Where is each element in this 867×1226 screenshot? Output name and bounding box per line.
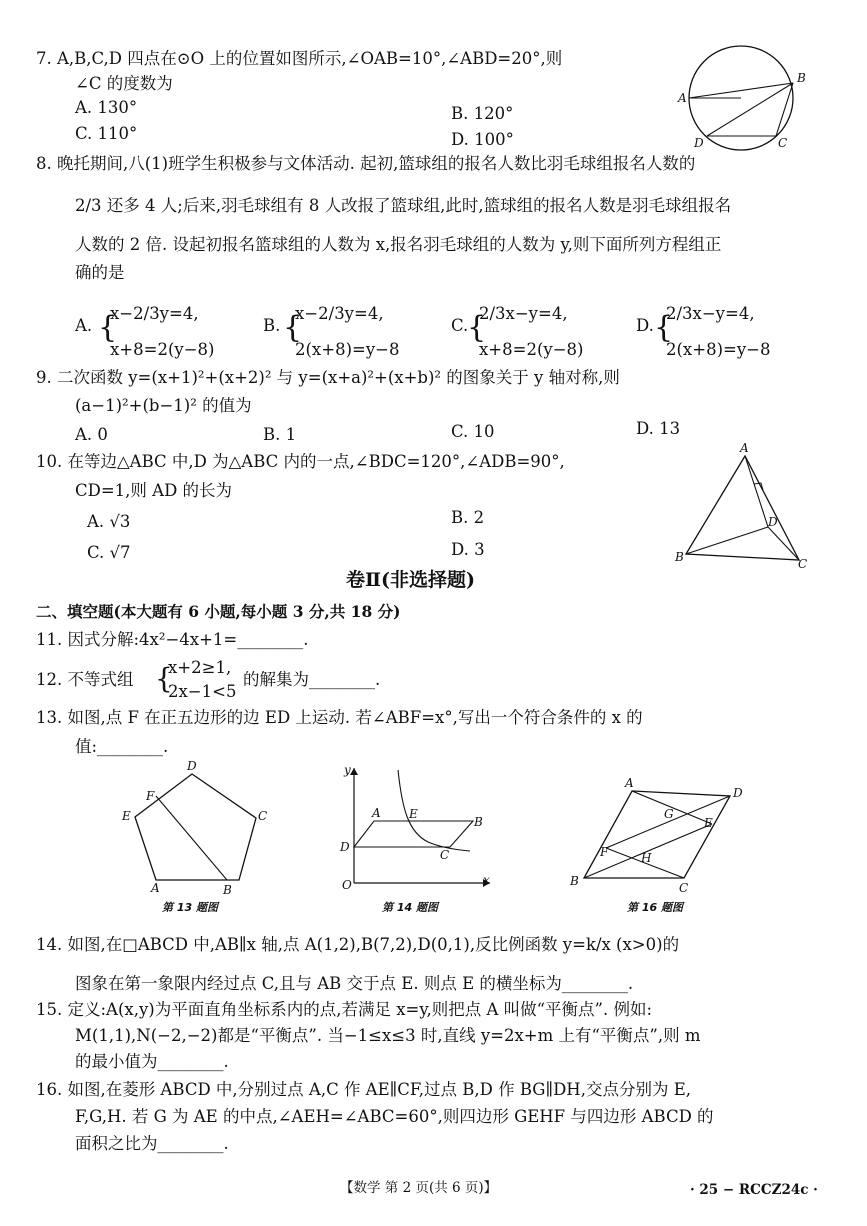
q16-caption: 第 16 题图 xyxy=(627,901,683,914)
q8-option-c-eq1: 2/3x−y=4, xyxy=(479,304,568,323)
q10-option-a: A. √3 xyxy=(87,512,131,531)
q13-label-a: A xyxy=(151,881,160,895)
q7-stem-line2: ∠C 的度数为 xyxy=(75,74,173,93)
q11-stem: 11. 因式分解:4x²−4x+1=________. xyxy=(36,630,309,649)
q8-option-d-eq1: 2/3x−y=4, xyxy=(666,304,755,323)
q7-label-d: D xyxy=(694,136,704,150)
section-heading: 二、填空题(本大题有 6 小题,每小题 3 分,共 18 分) xyxy=(36,602,401,621)
q13-label-d: D xyxy=(187,759,197,773)
q7-label-c: C xyxy=(778,136,788,150)
q16-label-a: A xyxy=(625,776,634,790)
q9-stem-line2: (a−1)²+(b−1)² 的值为 xyxy=(75,396,252,415)
q10-option-b: B. 2 xyxy=(451,508,485,527)
q8-option-a-brace: { xyxy=(98,310,118,345)
q14-stem-line1: 14. 如图,在□ABCD 中,AB∥x 轴,点 A(1,2),B(7,2),D(0,1),反比例函数 y=k/x (x>0)的 xyxy=(36,935,680,954)
q16-stem-line2: F,G,H. 若 G 为 AE 的中点,∠AEH=∠ABC=60°,则四边形 GEHF 与四边形 ABCD 的 xyxy=(75,1107,714,1126)
q8-stem-line3: 人数的 2 倍. 设起初报名篮球组的人数为 x,报名羽毛球组的人数为 y,则下面所列方程组正 xyxy=(75,235,722,254)
q12-eq1: x+2≥1, xyxy=(168,658,232,677)
q7-circle-figure xyxy=(670,50,820,150)
q8-option-d-brace: { xyxy=(654,310,674,345)
q8-stem-line2: 2/3 还多 4 人;后来,羽毛球组有 8 人改报了篮球组,此时,篮球组的报名人数是羽毛球组报名 xyxy=(75,196,732,215)
q12-prefix: 12. 不等式组 xyxy=(36,670,134,689)
q12-brace: { xyxy=(155,662,173,695)
q9-option-c: C. 10 xyxy=(451,422,495,441)
q12-eq2: 2x−1<5 xyxy=(168,682,237,701)
q8-option-a-eq1: x−2/3y=4, xyxy=(110,304,199,323)
q13-caption: 第 13 题图 xyxy=(162,901,218,914)
q8-option-b-label: B. xyxy=(263,316,281,335)
q16-label-b: B xyxy=(570,874,579,888)
q13-label-c: C xyxy=(258,809,268,823)
q8-option-b-brace: { xyxy=(283,310,303,345)
q14-label-y: y xyxy=(344,763,351,777)
q7-label-b: B xyxy=(797,71,806,85)
q7-option-a: A. 130° xyxy=(75,98,138,117)
q13-label-b: B xyxy=(223,883,232,897)
q9-option-d: D. 13 xyxy=(636,419,681,438)
q8-option-c-eq2: x+8=2(y−8) xyxy=(479,340,584,359)
q8-option-a-label: A. xyxy=(75,316,93,335)
footer-code: · 25 − RCCZ24c · xyxy=(690,1182,818,1198)
q9-option-b: B. 1 xyxy=(263,425,297,444)
q13-label-e: E xyxy=(122,809,131,823)
q13-pentagon-figure xyxy=(118,758,278,918)
q10-option-c: C. √7 xyxy=(87,543,131,562)
q14-label-c: C xyxy=(440,848,450,862)
q15-stem-line3: 的最小值为________. xyxy=(75,1052,229,1071)
q10-label-c: C xyxy=(798,557,808,571)
section-title: 卷Ⅱ(非选择题) xyxy=(346,569,475,591)
q12-suffix: 的解集为________. xyxy=(243,670,381,689)
q8-option-b-eq2: 2(x+8)=y−8 xyxy=(295,340,400,359)
q16-label-f: F xyxy=(600,845,609,859)
q8-option-c-label: C. xyxy=(451,316,469,335)
q10-stem-line2: CD=1,则 AD 的长为 xyxy=(75,481,233,500)
q16-label-g: G xyxy=(664,807,674,821)
q14-label-x: x xyxy=(483,873,490,887)
q16-label-c: C xyxy=(679,881,689,895)
q15-stem-line1: 15. 定义:A(x,y)为平面直角坐标系内的点,若满足 x=y,则把点 A 叫做“平衡点”. 例如: xyxy=(36,1000,653,1019)
q7-stem-line1: 7. A,B,C,D 四点在⊙O 上的位置如图所示,∠OAB=10°,∠ABD=20°,则 xyxy=(36,49,563,68)
q13-label-f: F xyxy=(146,789,155,803)
q14-label-e: E xyxy=(409,807,418,821)
q13-stem-line2: 值:________. xyxy=(75,737,169,756)
q8-option-d-eq2: 2(x+8)=y−8 xyxy=(666,340,771,359)
q13-stem-line1: 13. 如图,点 F 在正五边形的边 ED 上运动. 若∠ABF=x°,写出一个符合条件的 x 的 xyxy=(36,708,643,727)
q16-rhombus-figure xyxy=(565,770,765,920)
q14-caption: 第 14 题图 xyxy=(382,901,438,914)
q7-option-c: C. 110° xyxy=(75,124,138,143)
q9-option-a: A. 0 xyxy=(75,425,108,444)
q10-label-a: A xyxy=(740,441,749,455)
q8-option-b-eq1: x−2/3y=4, xyxy=(295,304,384,323)
q16-label-e: E xyxy=(704,816,713,830)
q15-stem-line2: M(1,1),N(−2,−2)都是“平衡点”. 当−1≤x≤3 时,直线 y=2x+m 上有“平衡点”,则 m xyxy=(75,1026,701,1045)
q16-label-d: D xyxy=(733,786,743,800)
q16-stem-line3: 面积之比为________. xyxy=(75,1134,229,1153)
q14-graph-figure xyxy=(330,758,500,918)
q8-stem-line1: 8. 晚托期间,八(1)班学生积极参与文体活动. 起初,篮球组的报名人数比羽毛球组报名人数的 xyxy=(36,154,696,173)
q10-label-d: D xyxy=(768,515,778,529)
q14-label-a: A xyxy=(372,806,381,820)
q8-option-c-brace: { xyxy=(467,310,487,345)
q7-label-a: A xyxy=(678,91,687,105)
q10-label-b: B xyxy=(675,550,684,564)
q16-stem-line1: 16. 如图,在菱形 ABCD 中,分别过点 A,C 作 AE∥CF,过点 B,D 作 BG∥DH,交点分别为 E, xyxy=(36,1080,691,1099)
q10-triangle-figure xyxy=(670,440,820,575)
q9-stem-line1: 9. 二次函数 y=(x+1)²+(x+2)² 与 y=(x+a)²+(x+b)² 的图象关于 y 轴对称,则 xyxy=(36,368,620,387)
footer-page-info: 【数学 第 2 页(共 6 页)】 xyxy=(340,1180,498,1196)
q10-stem-line1: 10. 在等边△ABC 中,D 为△ABC 内的一点,∠BDC=120°,∠ADB=90°, xyxy=(36,452,565,471)
q14-label-o: O xyxy=(342,878,352,892)
q7-option-b: B. 120° xyxy=(451,104,514,123)
q10-option-d: D. 3 xyxy=(451,540,485,559)
q14-label-b: B xyxy=(474,815,483,829)
q14-stem-line2: 图象在第一象限内经过点 C,且与 AB 交于点 E. 则点 E 的横坐标为________. xyxy=(75,974,634,993)
q16-label-h: H xyxy=(641,851,652,865)
q7-option-d: D. 100° xyxy=(451,130,514,149)
q8-stem-line4: 确的是 xyxy=(75,263,125,282)
q8-option-d-label: D. xyxy=(636,316,654,335)
q14-label-d: D xyxy=(340,840,350,854)
q8-option-a-eq2: x+8=2(y−8) xyxy=(110,340,215,359)
